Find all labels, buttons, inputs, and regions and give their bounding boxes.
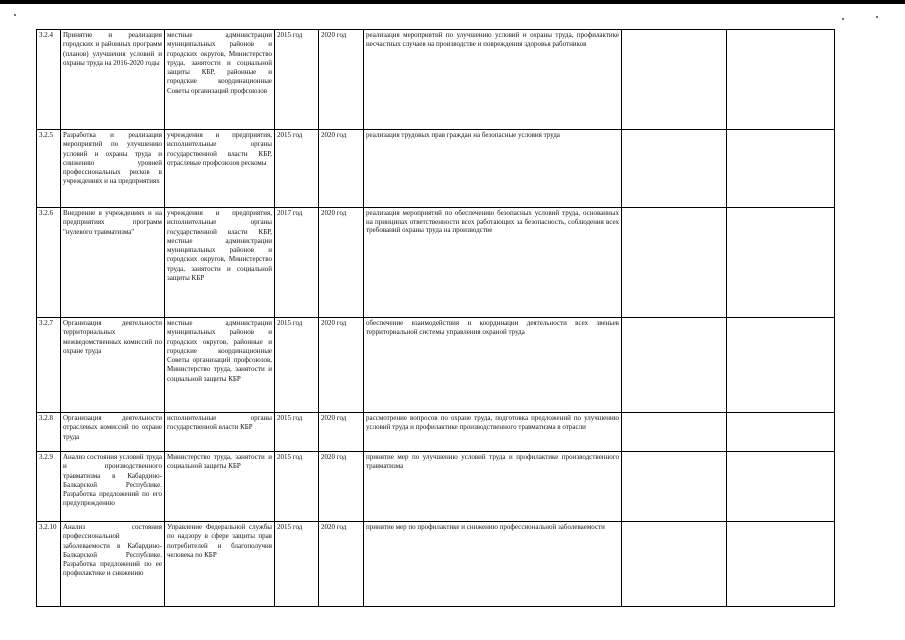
empty-cell <box>622 413 727 452</box>
top-page-edge-line <box>0 0 905 4</box>
executor-text: учреждения и предприятия, исполнительные органы государственной власти КБР, местные администрации муниципальных районов и городских округов, Министерство труда, занятости и социальной защиты КБР <box>165 208 275 318</box>
item-number: 3.2.9 <box>37 452 61 522</box>
table-row <box>37 522 835 607</box>
empty-cell <box>727 452 835 522</box>
expected-result: рассмотрение вопросов по охране труда, подготовка предложений по улучшению условий труда и профилактике производственного травматизма в отрасли <box>364 413 622 452</box>
expected-result: обеспечение взаимодействия и координации деятельности всех звеньев территориальной системы управления охраной труда <box>364 318 622 413</box>
empty-cell <box>622 30 727 130</box>
empty-cell <box>727 522 835 607</box>
table-row <box>37 208 835 318</box>
start-year: 2015 год <box>275 318 319 413</box>
expected-result: реализация мероприятий по улучшению условий и охраны труда, профилактике несчастных случаев на производстве и повреждения здоровья работников <box>364 30 622 130</box>
scan-speck <box>876 16 878 18</box>
table-row <box>37 413 835 452</box>
empty-cell <box>622 522 727 607</box>
table-row <box>37 452 835 522</box>
item-number: 3.2.4 <box>37 30 61 130</box>
executor-text: Министерство труда, занятости и социальной защиты КБР <box>165 452 275 522</box>
expected-result: реализация трудовых прав граждан на безопасные условия труда <box>364 130 622 208</box>
empty-cell <box>727 30 835 130</box>
executor-text: Управление Федеральной службы по надзору в сфере защиты прав потребителей и благополучия человека по КБР <box>165 522 275 607</box>
end-year: 2020 год <box>319 522 364 607</box>
expected-result: принятие мер по улучшению условий труда и профилактике производственного травматизма <box>364 452 622 522</box>
executor-text: местные администрации муниципальных районов и городских округов, районные и городские координационные Советы организаций профсоюзов, Министерство труда, занятости и социальной защиты КБР <box>165 318 275 413</box>
empty-cell <box>727 413 835 452</box>
measure-text: Анализ состояния профессиональной заболеваемости в Кабардино-Балкарской Республике. Разработка предложений по ее профилактике и снижению <box>61 522 165 607</box>
end-year: 2020 год <box>319 208 364 318</box>
empty-cell <box>727 318 835 413</box>
scan-speck <box>14 14 16 16</box>
measures-table <box>36 29 835 607</box>
item-number: 3.2.7 <box>37 318 61 413</box>
item-number: 3.2.8 <box>37 413 61 452</box>
end-year: 2020 год <box>319 30 364 130</box>
end-year: 2020 год <box>319 452 364 522</box>
measure-text: Внедрение в учреждениях и на предприятиях программ "нулевого травматизма" <box>61 208 165 318</box>
executor-text: исполнительные органы государственной власти КБР <box>165 413 275 452</box>
measure-text: Разработка и реализация мероприятий по улучшению условий и охраны труда и снижению уровней профессиональных рисков в учреждениях и на предприятиях <box>61 130 165 208</box>
start-year: 2015 год <box>275 413 319 452</box>
measure-text: Принятие и реализация городских и районных программ (планов) улучшения условий и охраны труда на 2016-2020 годы <box>61 30 165 130</box>
executor-text: местные администрации муниципальных районов и городских округов, Министерство труда, занятости и социальной защиты КБР, районные и городские координационные Советы организаций профсоюзов <box>165 30 275 130</box>
start-year: 2017 год <box>275 208 319 318</box>
item-number: 3.2.10 <box>37 522 61 607</box>
empty-cell <box>622 318 727 413</box>
measure-text: Анализ состояния условий труда и производственного травматизма в Кабардино-Балкарской Республике. Разработка предложений по его предупреждению <box>61 452 165 522</box>
empty-cell <box>622 452 727 522</box>
scan-speck <box>842 18 844 20</box>
table-row <box>37 318 835 413</box>
start-year: 2015 год <box>275 452 319 522</box>
end-year: 2020 год <box>319 130 364 208</box>
empty-cell <box>622 208 727 318</box>
item-number: 3.2.6 <box>37 208 61 318</box>
item-number: 3.2.5 <box>37 130 61 208</box>
start-year: 2015 год <box>275 30 319 130</box>
empty-cell <box>622 130 727 208</box>
end-year: 2020 год <box>319 318 364 413</box>
executor-text: учреждения и предприятия, исполнительные органы государственной власти КБР, отраслевые профсоюзов рескомы <box>165 130 275 208</box>
start-year: 2015 год <box>275 130 319 208</box>
start-year: 2015 год <box>275 522 319 607</box>
table-row <box>37 130 835 208</box>
end-year: 2020 год <box>319 413 364 452</box>
expected-result: принятие мер по профилактике и снижению профессиональной заболеваемости <box>364 522 622 607</box>
empty-cell <box>727 208 835 318</box>
table-row <box>37 30 835 130</box>
expected-result: реализация мероприятий по обеспечению безопасных условий труда, основанных на принципах ответственности всех работающих за безопасность, соблюдения всех требований охраны труда на производстве <box>364 208 622 318</box>
empty-cell <box>727 130 835 208</box>
measure-text: Организация деятельности отраслевых комиссий по охране труда <box>61 413 165 452</box>
measure-text: Организация деятельности территориальных межведомственных комиссий по охране труда <box>61 318 165 413</box>
